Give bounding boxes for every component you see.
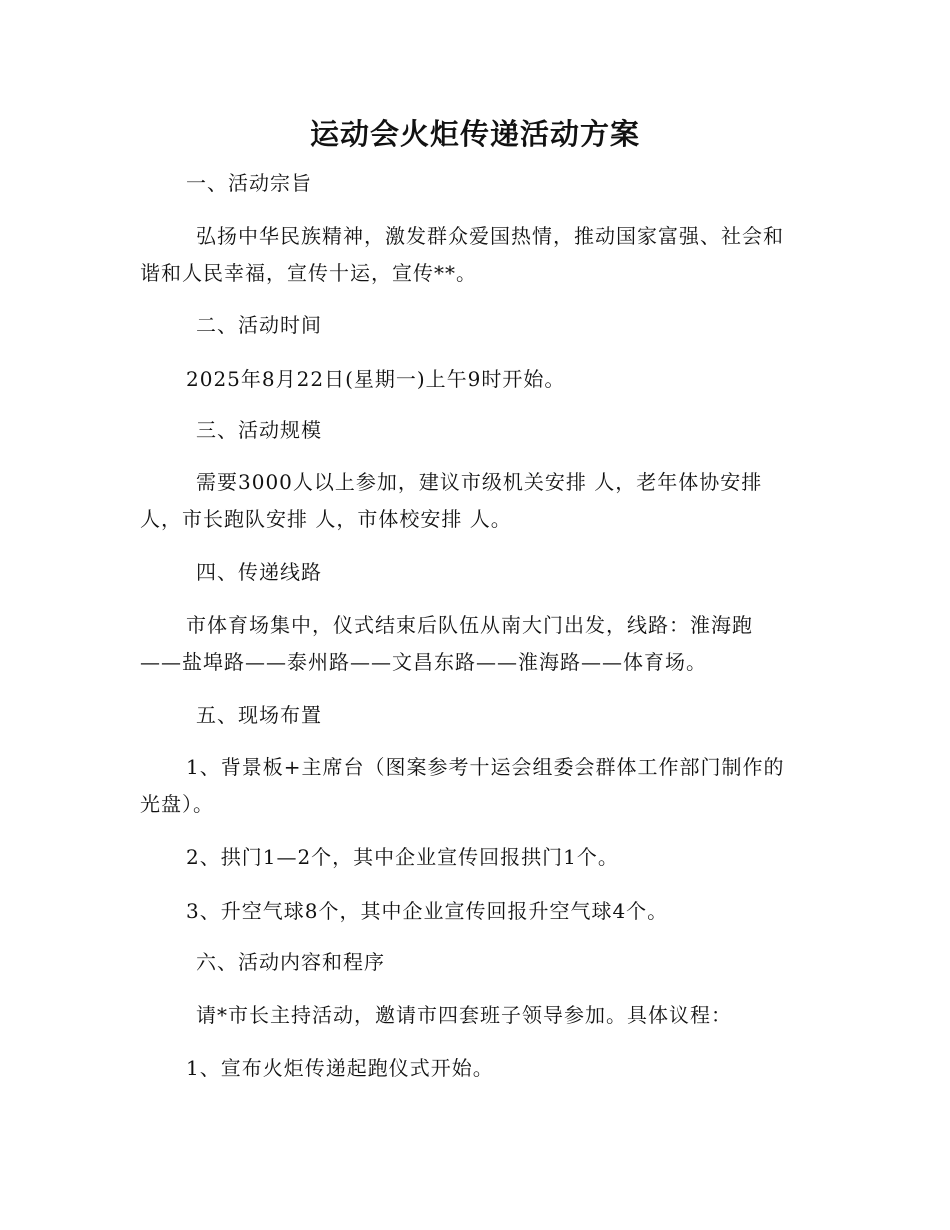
section-heading-5: 五、现场布置: [196, 703, 322, 727]
section-heading-2: 二、活动时间: [196, 313, 322, 337]
section-heading-6: 六、活动内容和程序: [196, 950, 385, 974]
paragraph-line: 3、升空气球8个，其中企业宣传回报升空气球4个。: [186, 899, 669, 923]
section-heading-1: 一、活动宗旨: [186, 171, 312, 195]
paragraph-line: 人，市长跑队安排 人，市体校安排 人。: [140, 507, 512, 531]
paragraph-line: 市体育场集中，仪式结束后队伍从南大门出发，线路：淮海跑: [186, 613, 753, 637]
paragraph-line: 1、宣布火炬传递起跑仪式开始。: [186, 1056, 494, 1080]
paragraph-line: 谐和人民幸福，宣传十运，宣传**。: [140, 261, 477, 285]
paragraph-line: 请*市长主持活动，邀请市四套班子领导参加。具体议程：: [196, 1003, 732, 1027]
paragraph-line: 弘扬中华民族精神，激发群众爱国热情，推动国家富强、社会和: [196, 224, 784, 248]
paragraph-line: 光盘）。: [140, 792, 214, 816]
paragraph-line: 需要3000人以上参加，建议市级机关安排 人，老年体协安排: [196, 470, 763, 494]
document-title: 运动会火炬传递活动方案: [309, 117, 640, 151]
paragraph-line: ——盐埠路——泰州路——文昌东路——淮海路——体育场。: [140, 650, 707, 674]
paragraph-line: 1、背景板+主席台（图案参考十运会组委会群体工作部门制作的: [186, 755, 785, 779]
paragraph-line: 2、拱门1—2个，其中企业宣传回报拱门1个。: [186, 845, 619, 869]
section-heading-4: 四、传递线路: [196, 560, 322, 584]
section-heading-3: 三、活动规模: [196, 418, 322, 442]
paragraph-line: 2025年8月22日(星期一)上午9时开始。: [186, 367, 566, 391]
